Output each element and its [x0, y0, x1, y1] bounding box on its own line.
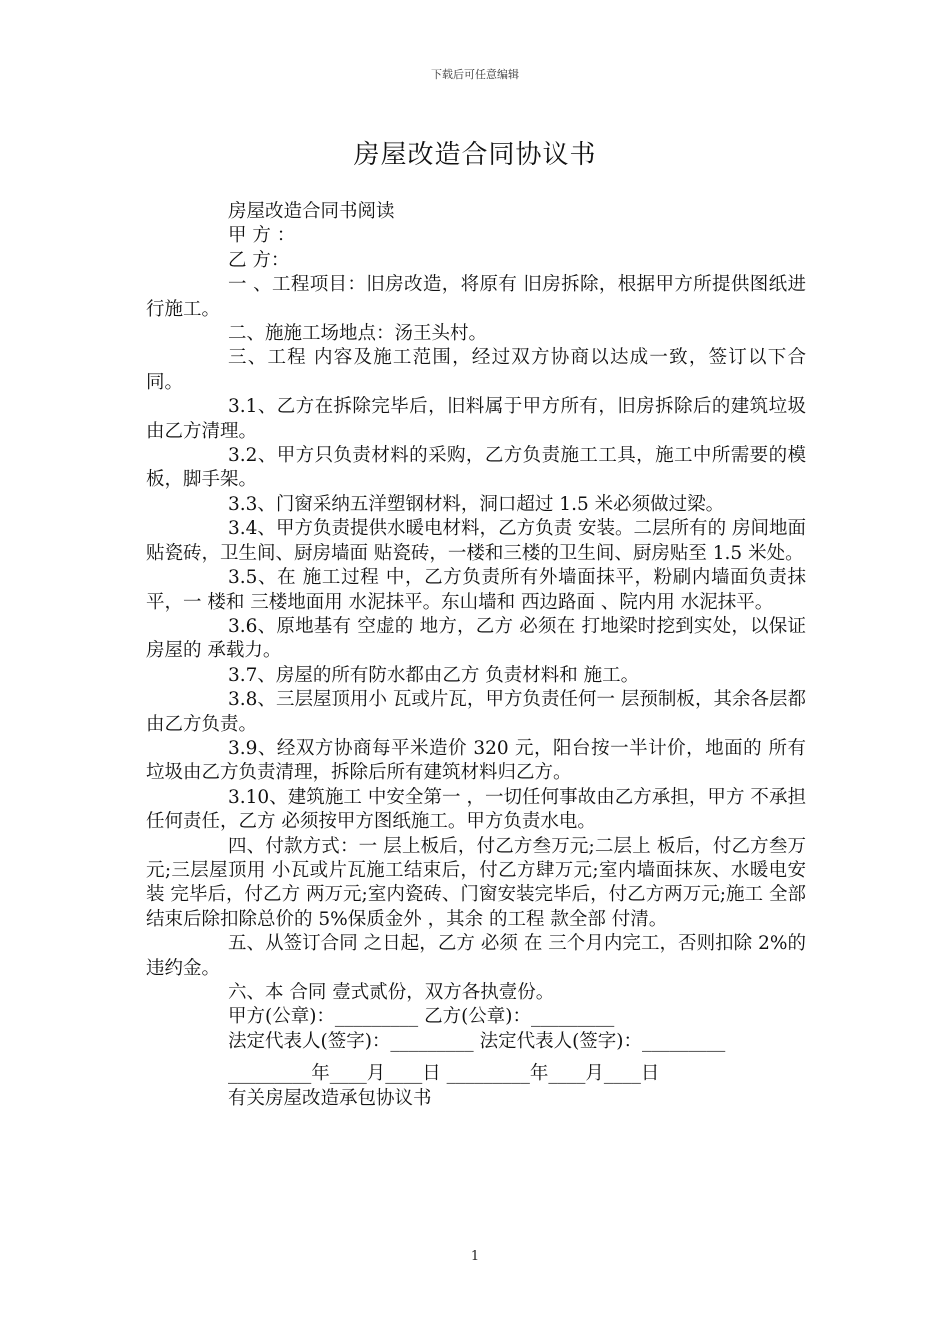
- header-note: 下载后可任意编辑: [431, 68, 519, 81]
- paragraph: 乙 方：: [228, 249, 290, 271]
- paragraph: 3.7、房屋的所有防水都由乙方 负责材料和 施工。: [228, 664, 640, 686]
- date-line: _________年____月____日 _________年____月____日: [228, 1063, 660, 1085]
- paragraph: 三、工程 内容及施工范围，经过双方协商以达成一致，签订以下合同。: [146, 347, 806, 393]
- paragraph: 3.5、在 施工过程 中，乙方负责所有外墙面抹平，粉刷内墙面负责抹平，一 楼和 三楼地面用 水泥抹平。东山墙和 西边路面 、院内用 水泥抹平。: [146, 567, 806, 613]
- paragraph: 二、施施工场地点：汤王头村。: [228, 323, 488, 345]
- paragraph: 3.8、三层屋顶用小 瓦或片瓦，甲方负责任何一 层预制板，其余各层都由乙方负责。: [146, 689, 806, 735]
- paragraph: 3.9、经双方协商每平米造价 320 元，阳台按一半计价，地面的 所有垃圾由乙方负责清理，拆除后所有建筑材料归乙方。: [146, 737, 806, 784]
- paragraph: 3.1、乙方在拆除完毕后，旧料属于甲方所有，旧房拆除后的建筑垃圾由乙方清理。: [146, 396, 806, 442]
- document-body: [146, 200, 812, 1111]
- page-number: 1: [470, 1249, 480, 1264]
- seal-line: 甲方(公章)：_________ 乙方(公章)：_________: [228, 1006, 615, 1028]
- paragraph: 四、付款方式：一 层上板后，付乙方叁万元;二层上 板后，付乙方叁万元;三层屋顶用 小瓦或片瓦施工结束后，付乙方肆万元;室内墙面抹灰、水暖电安装 完毕后，付乙方 两万元;室内瓷砖、门窗安装完毕后，付乙方两万元;施工 全部结束后除扣除总价的 5%保质金外 ，其余 的工程 款全部 付清。: [146, 835, 806, 930]
- paragraph: 一 、工程项目：旧房改造，将原有 旧房拆除，根据甲方所提供图纸进行施工。: [146, 274, 806, 320]
- paragraph: 3.2、甲方只负责材料的采购，乙方负责施工工具，施工中所需要的模板，脚手架。: [146, 445, 806, 491]
- paragraph: 3.10、建筑施工 中安全第一 ，一切任何事故由乙方承担，甲方 不承担任何责任，乙方 必须按甲方图纸施工。甲方负责水电。: [146, 786, 806, 833]
- paragraph: 五、从签订合同 之日起，乙方 必须 在 三个月内完工，否则扣除 2%的 违约金。: [146, 933, 812, 979]
- document-title: 房屋改造合同协议书: [353, 140, 597, 170]
- related-document-title: 有关房屋改造承包协议书: [228, 1087, 432, 1109]
- paragraph: 甲 方 ：: [228, 225, 296, 247]
- representative-signature-line: 法定代表人(签字)：_________ 法定代表人(签字)：_________: [228, 1030, 726, 1052]
- paragraph: 3.6、原地基有 空虚的 地方，乙方 必须在 打地梁时挖到实处，以保证房屋的 承载力。: [146, 615, 806, 662]
- paragraph: 3.4、甲方负责提供水暖电材料，乙方负责 安装。二层所有的 房间地面贴瓷砖，卫生间、厨房墙面 贴瓷砖，一楼和三楼的卫生间、厨房贴至 1.5 米处。: [146, 518, 806, 564]
- paragraph: 房屋改造合同书阅读: [228, 201, 395, 222]
- paragraph: 六、本 合同 壹式贰份，双方各执壹份。: [228, 982, 555, 1003]
- paragraph: 3.3、门窗采纳五洋塑钢材料，洞口超过 1.5 米必须做过梁。: [228, 493, 725, 515]
